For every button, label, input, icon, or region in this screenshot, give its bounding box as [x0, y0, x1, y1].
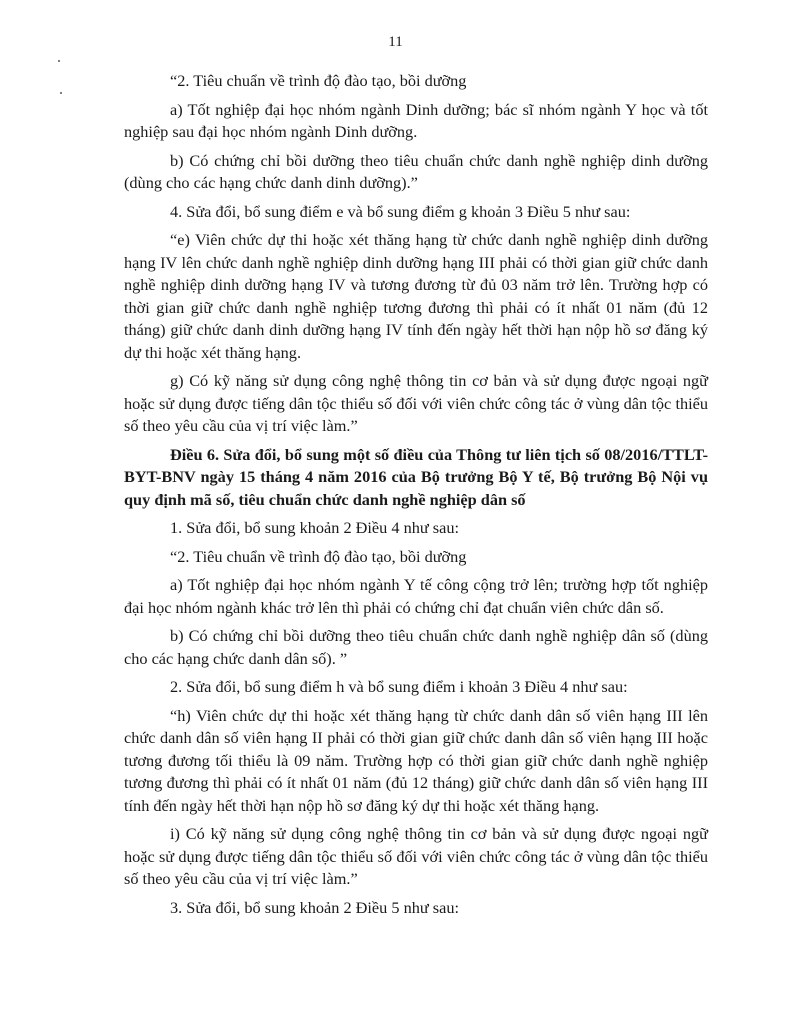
scan-speck	[60, 92, 62, 94]
paragraph: a) Tốt nghiệp đại học nhóm ngành Dinh dưỡng; bác sĩ nhóm ngành Y học và tốt nghiệp sau đại học nhóm ngành Dinh dưỡng.	[124, 99, 708, 141]
paragraph: “e) Viên chức dự thi hoặc xét thăng hạng từ chức danh nghề nghiệp dinh dưỡng hạng IV lên chức danh nghề nghiệp dinh dưỡng hạng III phải có thời gian giữ chức danh nghề nghiệp dinh dưỡng hạng IV và tương đương từ đủ 03 năm trở lên. Trường hợp có thời gian giữ chức danh nghề nghiệp tương đương thì phải có ít nhất 01 năm (đủ 12 tháng) giữ chức danh dinh dưỡng hạng IV tính đến ngày hết thời hạn nộp hồ sơ đăng ký dự thi hoặc xét thăng hạng.	[124, 230, 708, 362]
article-heading: Điều 6. Sửa đổi, bổ sung một số điều của Thông tư liên tịch số 08/2016/TTLT-BYT-BNV ngày 15 tháng 4 năm 2016 của Bộ trưởng Bộ Y tế, Bộ trưởng Bộ Nội vụ quy định mã số, tiêu chuẩn chức danh nghề nghiệp dân số	[124, 444, 708, 509]
paragraph: a) Tốt nghiệp đại học nhóm ngành Y tế công cộng trở lên; trường hợp tốt nghiệp đại học nhóm ngành khác trở lên thì phải có chứng chỉ đạt chuẩn viên chức dân số.	[124, 575, 708, 617]
page-number: 11	[388, 34, 403, 50]
paragraph: 4. Sửa đổi, bổ sung điểm e và bổ sung điểm g khoản 3 Điều 5 như sau:	[170, 201, 631, 221]
paragraph: 1. Sửa đổi, bổ sung khoản 2 Điều 4 như sau:	[170, 518, 459, 537]
paragraph: g) Có kỹ năng sử dụng công nghệ thông tin cơ bản và sử dụng được ngoại ngữ hoặc sử dụng được tiếng dân tộc thiểu số đối với viên chức công tác ở vùng dân tộc thiểu số theo yêu cầu của vị trí việc làm.”	[124, 371, 708, 435]
paragraph: “2. Tiêu chuẩn về trình độ đào tạo, bồi dưỡng	[170, 71, 467, 90]
paragraph: “h) Viên chức dự thi hoặc xét thăng hạng từ chức danh dân số viên hạng III lên chức danh dân số viên hạng II phải có thời gian giữ chức danh dân số viên hạng III hoặc tương đương tối thiểu là 09 năm. Trường hợp có thời gian giữ chức danh nghề nghiệp tương đương thì phải có ít nhất 01 năm (đủ 12 tháng) giữ chức danh dân số viên hạng III tính đến ngày hết thời hạn nộp hồ sơ đăng ký dự thi hoặc xét thăng hạng.	[124, 705, 708, 815]
paragraph: b) Có chứng chỉ bồi dưỡng theo tiêu chuẩn chức danh nghề nghiệp dinh dưỡng (dùng cho các hạng chức danh dinh dưỡng).”	[124, 150, 708, 192]
paragraph: i) Có kỹ năng sử dụng công nghệ thông tin cơ bản và sử dụng được ngoại ngữ hoặc sử dụng được tiếng dân tộc thiểu số đối với viên chức công tác ở vùng dân tộc thiểu số theo yêu cầu của vị trí việc làm.”	[124, 824, 708, 888]
paragraph: 2. Sửa đổi, bổ sung điểm h và bổ sung điểm i khoản 3 Điều 4 như sau:	[170, 677, 628, 696]
paragraph: “2. Tiêu chuẩn về trình độ đào tạo, bồi dưỡng	[170, 546, 467, 566]
paragraph: 3. Sửa đổi, bổ sung khoản 2 Điều 5 như sau:	[170, 897, 459, 917]
paragraph: b) Có chứng chỉ bồi dưỡng theo tiêu chuẩn chức danh nghề nghiệp dân số (dùng cho các hạng chức danh dân số). ”	[124, 626, 708, 668]
scan-speck	[58, 60, 60, 62]
document-body	[124, 70, 708, 925]
